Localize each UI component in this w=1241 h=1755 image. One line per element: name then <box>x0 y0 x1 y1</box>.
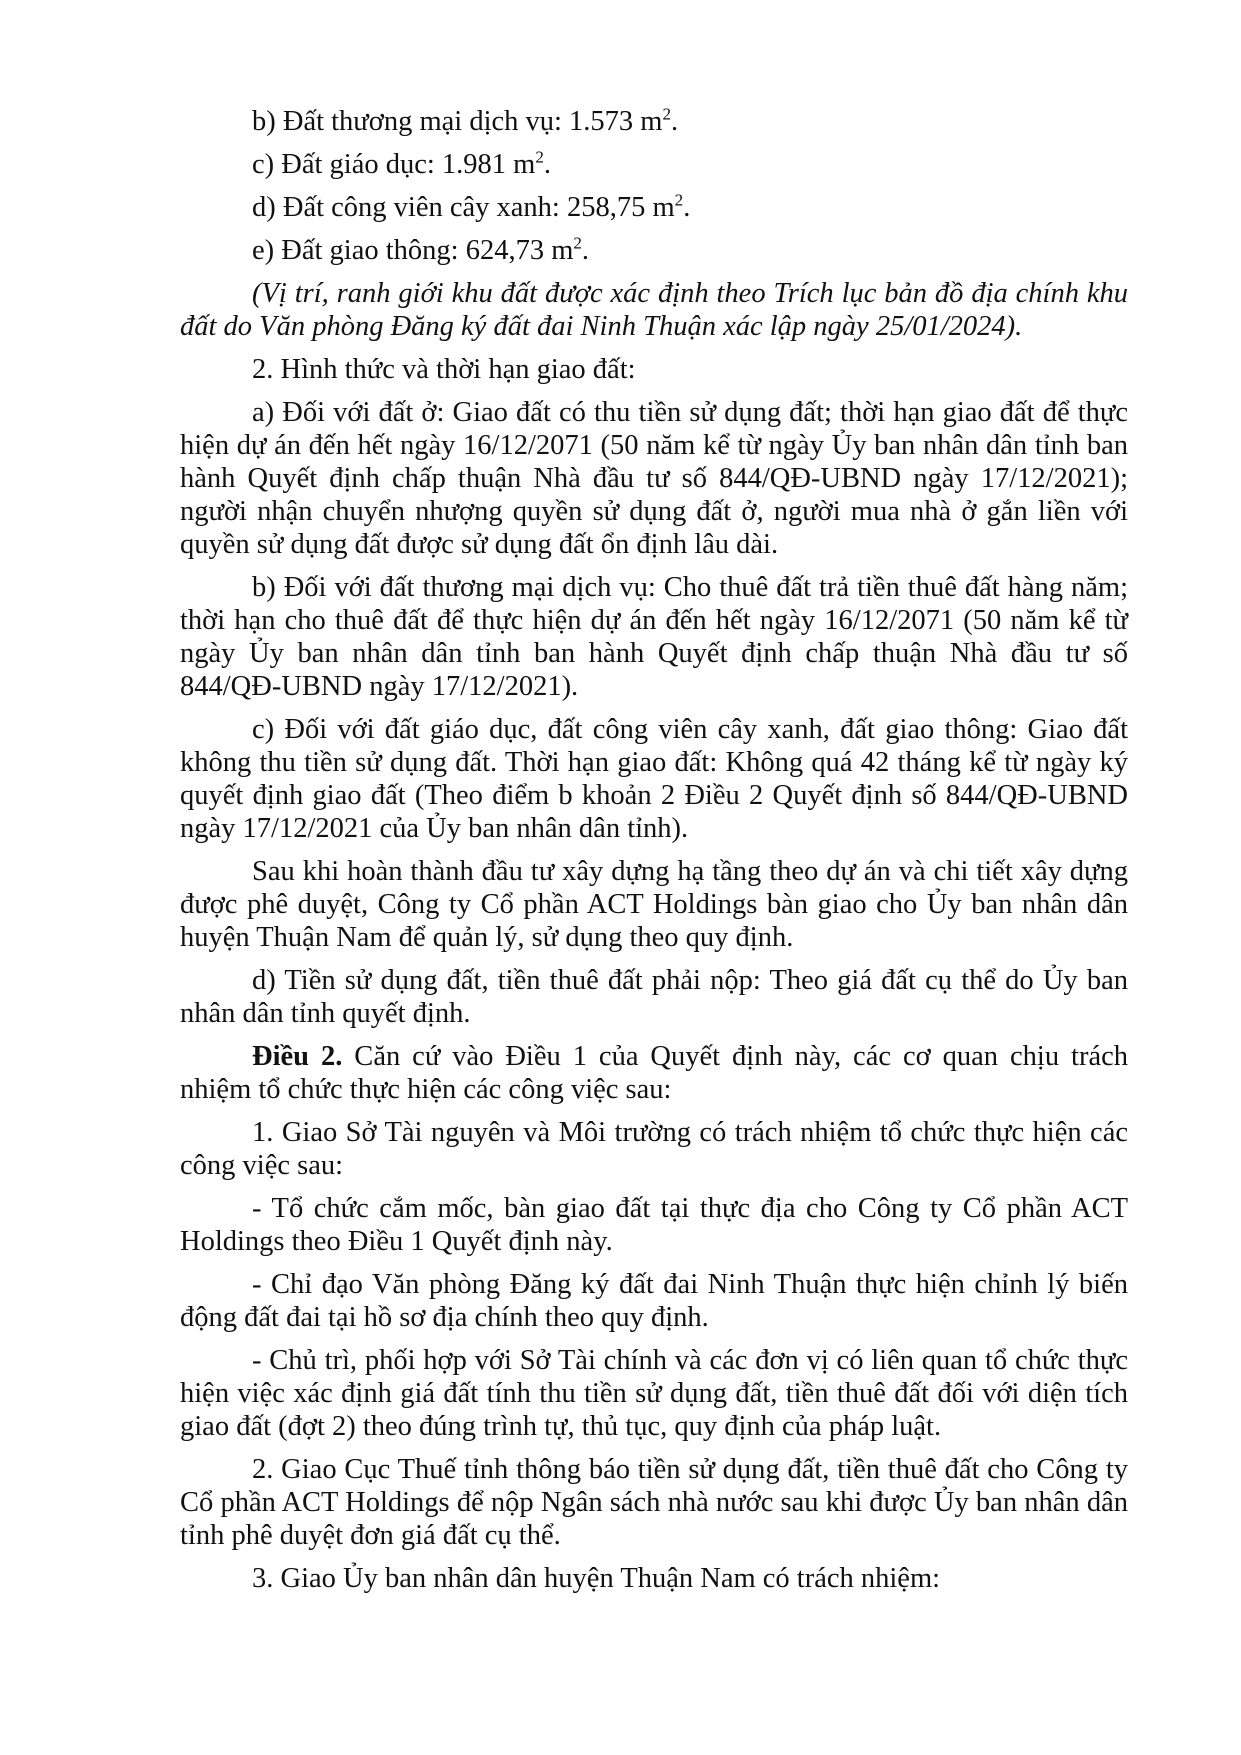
article-2-item-1-bullet: - Tổ chức cắm mốc, bàn giao đất tại thực địa cho Công ty Cổ phần ACT Holdings theo Điều 1 Quyết định này. <box>180 1193 1128 1257</box>
section-2-d: d) Tiền sử dụng đất, tiền thuê đất phải nộp: Theo giá đất cụ thể do Ủy ban nhân dân tỉnh quyết định. <box>180 965 1128 1029</box>
unit-superscript: 2 <box>674 190 684 210</box>
article-2-item-2: 2. Giao Cục Thuế tỉnh thông báo tiền sử dụng đất, tiền thuê đất cho Công ty Cổ phần ACT Holdings để nộp Ngân sách nhà nước sau khi được Ủy ban nhân dân tỉnh phê duyệt đơn giá đất cụ thể. <box>180 1454 1128 1551</box>
article-2-item-1: 1. Giao Sở Tài nguyên và Môi trường có trách nhiệm tổ chức thực hiện các công việc sau: <box>180 1117 1128 1181</box>
section-2-title: 2. Hình thức và thời hạn giao đất: <box>252 354 636 385</box>
section-2-a: a) Đối với đất ở: Giao đất có thu tiền sử dụng đất; thời hạn giao đất để thực hiện dự án đến hết ngày 16/12/2071 (50 năm kể từ ngày Ủy ban nhân dân tỉnh ban hành Quyết định chấp thuận Nhà đầu tư số 844/QĐ-UBND ngày 17/12/2021); người nhận chuyển nhượng quyền sử dụng đất ở, người mua nhà ở gắn liền với quyền sử dụng đất được sử dụng đất ổn định lâu dài. <box>180 397 1128 560</box>
unit-superscript: 2 <box>662 104 672 124</box>
article-2-intro <box>180 1040 1128 1106</box>
article-2-item-1-bullet: - Chỉ đạo Văn phòng Đăng ký đất đai Ninh Thuận thực hiện chỉnh lý biến động đất đai tại hồ sơ địa chính theo quy định. <box>180 1269 1128 1333</box>
document-page <box>180 105 1128 1605</box>
period: . <box>543 149 552 180</box>
period: . <box>581 235 590 266</box>
unit-superscript: 2 <box>573 233 582 253</box>
section-2-b: b) Đối với đất thương mại dịch vụ: Cho thuê đất trả tiền thuê đất hàng năm; thời hạn cho thuê đất để thực hiện dự án đến hết ngày 16/12/2071 (50 năm kể từ ngày Ủy ban nhân dân tỉnh ban hành Quyết định chấp thuận Nhà đầu tư số 844/QĐ-UBND ngày 17/12/2021). <box>180 572 1128 702</box>
area-line-transport <box>180 234 1128 267</box>
article-2-item-3: 3. Giao Ủy ban nhân dân huyện Thuận Nam có trách nhiệm: <box>252 1563 941 1594</box>
article-2-item-1-bullet: - Chủ trì, phối hợp với Sở Tài chính và các đơn vị có liên quan tổ chức thực hiện việc xác định giá đất tính thu tiền sử dụng đất, tiền thuê đất đối với diện tích giao đất (đợt 2) theo đúng trình tự, thủ tục, quy định của pháp luật. <box>180 1345 1128 1442</box>
period: . <box>683 192 691 223</box>
location-note: (Vị trí, ranh giới khu đất được xác định theo Trích lục bản đồ địa chính khu đất do Văn phòng Đăng ký đất đai Ninh Thuận xác lập ngày 25/01/2024). <box>180 278 1128 342</box>
area-line-commercial <box>180 105 1128 138</box>
period: . <box>671 106 679 137</box>
area-line-park <box>180 191 1128 224</box>
section-2-handover: Sau khi hoàn thành đầu tư xây dựng hạ tầng theo dự án và chi tiết xây dựng được phê duyệt, Công ty Cổ phần ACT Holdings bàn giao cho Ủy ban nhân dân huyện Thuận Nam để quản lý, sử dụng theo quy định. <box>180 856 1128 953</box>
unit-superscript: 2 <box>535 147 544 167</box>
area-text: b) Đất thương mại dịch vụ: 1.573 m <box>252 106 663 137</box>
area-text: c) Đất giáo dục: 1.981 m <box>252 149 536 180</box>
section-2-c: c) Đối với đất giáo dục, đất công viên cây xanh, đất giao thông: Giao đất không thu tiền sử dụng đất. Thời hạn giao đất: Không quá 42 tháng kể từ ngày ký quyết định giao đất (Theo điểm b khoản 2 Điều 2 Quyết định số 844/QĐ-UBND ngày 17/12/2021 của Ủy ban nhân dân tỉnh). <box>180 714 1128 844</box>
article-2-label: Điều 2. <box>252 1041 343 1072</box>
article-2-text: Căn cứ vào Điều 1 của Quyết định này, các cơ quan chịu trách nhiệm tổ chức thực hiện các công việc sau: <box>180 1041 1128 1105</box>
area-text: d) Đất công viên cây xanh: 258,75 m <box>252 192 675 223</box>
area-text: e) Đất giao thông: 624,73 m <box>252 235 574 266</box>
area-line-education <box>180 148 1128 181</box>
